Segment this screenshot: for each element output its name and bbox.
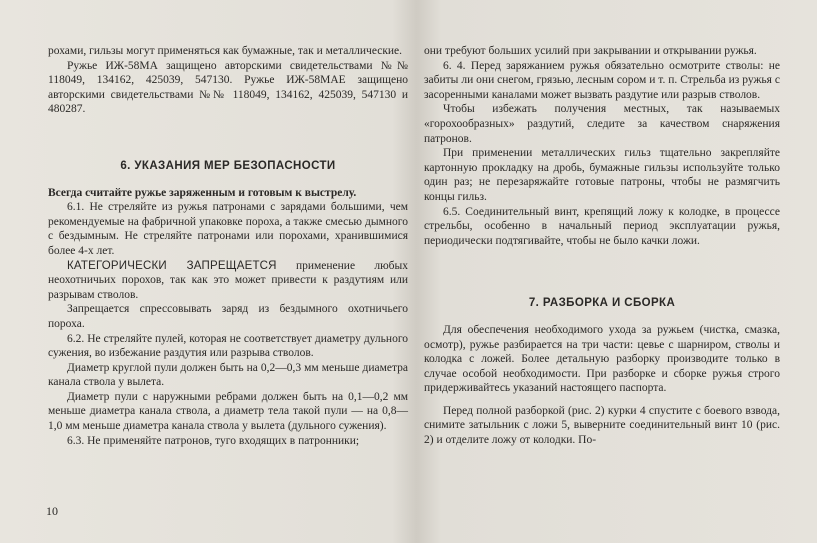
- paragraph: 6.1. Не стреляйте из ружья патронами с зарядами большими, чем рекомендуемые на фабричной упаковке пороха, а также смесью дымного с бездымным. Не стреляйте патронами или порохами, хранившимися более 4-х лет.: [48, 201, 408, 257]
- paragraph: [48, 259, 408, 303]
- paragraph-text: применение любых неохотничьих порохов, так как это может привести к раздутиям или разрывам стволов.: [48, 259, 408, 301]
- paragraph: рохами, гильзы могут применяться как бумажные, так и металлические.: [48, 45, 403, 57]
- paragraph: они требуют больших усилий при закрывании и открывании ружья.: [424, 45, 757, 57]
- section-heading-disassembly: 7. РАЗБОРКА И СБОРКА: [528, 297, 676, 310]
- paragraph: 6.3. Не применяйте патронов, туго входящих в патронники;: [67, 434, 360, 447]
- paragraph: При применении металлических гильз тщательно закрепляйте картонную прокладку на дробь, бумажные гильзы используйте только один раз; не перезаряжайте готовые патроны, чтобы не размягчить концы гильз.: [424, 147, 780, 203]
- paragraph: Запрещается спрессовывать заряд из бездымного охотничьего пороха.: [48, 303, 408, 330]
- page-number: 10: [46, 504, 58, 518]
- right-column: [424, 44, 780, 448]
- paragraph: Для обеспечения необходимого ухода за ружьем (чистка, смазка, осмотр), ружье разбирается на три части: цевье с шарниром, стволы и колодка с ложей. Более детальную разборку производите только в случае особой необходимости. При разборке и сборке ружья строго придерживайтесь указаний настоящего паспорта.: [424, 323, 780, 395]
- paragraph: Чтобы избежать получения местных, так называемых «горохообразных» раздутий, следите за качеством снаряжения патронов.: [424, 103, 780, 145]
- left-column: [48, 44, 408, 448]
- lead-sentence: Всегда считайте ружье заряженным и готовым к выстрелу.: [48, 186, 357, 199]
- paragraph: 6. 4. Перед заряжанием ружья обязательно осмотрите стволы: не забиты ли они снегом, грязью, лесным сором и т. п. Стрельба из ружья с засоренными каналами может вызвать раздутие или разрыв стволов.: [424, 59, 780, 101]
- paragraph: Диаметр пули с наружными ребрами должен быть на 0,1—0,2 мм меньше диаметра канала ствола, а диаметр тела такой пули — на 0,8—1,0 мм меньше диаметра канала ствола у вылета (дульного сужения).: [48, 390, 408, 433]
- emphasis-caps: КАТЕГОРИЧЕСКИ ЗАПРЕЩАЕТСЯ: [67, 259, 277, 272]
- paragraph: 6.2. Не стреляйте пулей, которая не соответствует диаметру дульного сужения, во избежание раздутия или разрыва стволов.: [48, 332, 408, 360]
- paragraph: Перед полной разборкой (рис. 2) курки 4 спустите с боевого взвода, снимите затыльник с ложи 5, выверните соединительный винт 10 (рис. 2) и отделите ложу от колодки. По-: [424, 404, 780, 447]
- paragraph: 6.5. Соединительный винт, крепящий ложу к колодке, в процессе стрельбы, особенно в начальный период эксплуатации ружья, периодически подтягивайте, чтобы не было качки ложи.: [424, 205, 780, 247]
- paragraph: Ружье ИЖ-58МА защищено авторскими свидетельствами №№ 118049, 134162, 425039, 547130. Ружье ИЖ-58МАЕ защищено авторскими свидетельствами №№ 118049, 134162, 425039, 547130 и 480287.: [48, 59, 408, 116]
- section-heading-safety: 6. УКАЗАНИЯ МЕР БЕЗОПАСНОСТИ: [120, 159, 336, 172]
- paragraph: Диаметр круглой пули должен быть на 0,2—0,3 мм меньше диаметра канала ствола у вылета.: [48, 361, 408, 389]
